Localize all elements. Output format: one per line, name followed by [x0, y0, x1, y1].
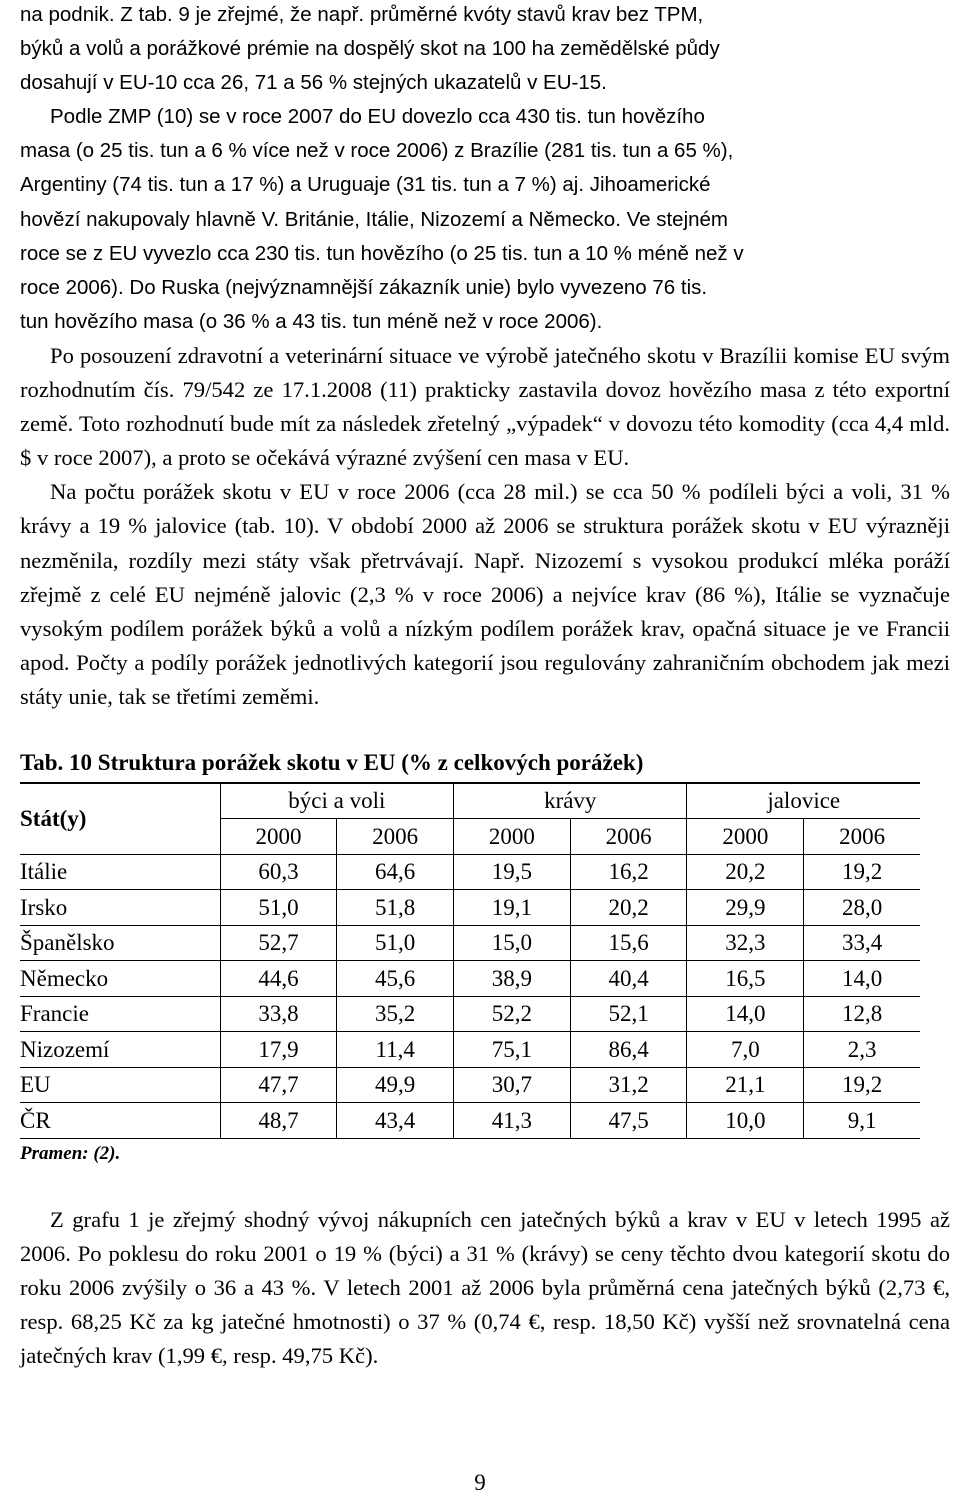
year-header: 2000 [687, 819, 804, 855]
value-cell: 19,1 [454, 890, 571, 926]
country-cell: Španělsko [20, 925, 220, 961]
value-cell: 52,1 [570, 996, 687, 1032]
year-header: 2006 [570, 819, 687, 855]
text-line: Argentiny (74 tis. tun a 17 %) a Uruguaje (31 tis. tun a 7 %) aj. Jihoamerické [20, 173, 711, 197]
value-cell: 43,4 [337, 1103, 454, 1139]
year-header: 2000 [454, 819, 571, 855]
value-cell: 60,3 [220, 854, 337, 890]
group-header: býci a voli [220, 783, 453, 819]
value-cell: 31,2 [570, 1067, 687, 1103]
table-source: Pramen: (2). [20, 1142, 121, 1164]
value-cell: 40,4 [570, 961, 687, 997]
text-line: hovězí nakupovaly hlavně V. Británie, Itálie, Nizozemí a Německo. Ve stejném [20, 207, 729, 231]
page-number: 9 [474, 1470, 486, 1495]
value-cell: 20,2 [687, 854, 804, 890]
paragraph-slaughter: Na počtu porážek skotu v EU v roce 2006 (cca 28 mil.) se cca 50 % podíleli býci a voli, 31 % krávy a 19 % jalovice (tab. 10). V období 2000 až 2006 se struktura porážek skotu v EU výrazněji nezměnila, rozdíly mezi státy však přetrvávají. Např. Nizozemí s vysokou produkcí mléka poráží zřejmě z celé EU nejméně jalovic (2,3 % v roce 2006) a nejvíce krav (86 %), Itálie se vyznačuje vysokým podílem porážek býků a volů a nízkým podílem porážek krav, opačná situace je ve Francii apod. Počty a podíly porážek jednotlivých kategorií jsou regulovány zahraničním obchodem jak mezi státy unie, tak se třetími zeměmi. [20, 479, 950, 709]
value-cell: 41,3 [454, 1103, 571, 1139]
intro-text [20, 0, 950, 339]
value-cell: 17,9 [220, 1032, 337, 1068]
value-cell: 47,7 [220, 1067, 337, 1103]
text-line: roce se z EU vyvezlo cca 230 tis. tun hovězího (o 25 tis. tun a 10 % méně než v [20, 241, 744, 265]
value-cell: 33,8 [220, 996, 337, 1032]
value-cell: 16,5 [687, 961, 804, 997]
value-cell: 51,0 [337, 925, 454, 961]
value-cell: 7,0 [687, 1032, 804, 1068]
value-cell: 12,8 [804, 996, 920, 1032]
value-cell: 38,9 [454, 961, 571, 997]
text-line: býků a volů a porážkové prémie na dospělý skot na 100 ha zemědělské půdy [20, 37, 720, 61]
table-row [20, 1032, 920, 1068]
value-cell: 52,2 [454, 996, 571, 1032]
value-cell: 14,0 [687, 996, 804, 1032]
table-row [20, 1067, 920, 1103]
value-cell: 19,2 [804, 1067, 920, 1103]
country-cell: EU [20, 1067, 220, 1103]
value-cell: 19,5 [454, 854, 571, 890]
year-header: 2006 [804, 819, 920, 855]
value-cell: 19,2 [804, 854, 920, 890]
value-cell: 49,9 [337, 1067, 454, 1103]
text-line: dosahují v EU-10 cca 26, 71 a 56 % stejných ukazatelů v EU-15. [20, 71, 607, 95]
table-caption: Tab. 10 Struktura porážek skotu v EU (% z celkových porážek) [20, 749, 644, 775]
country-cell: Itálie [20, 854, 220, 890]
table-row [20, 1103, 920, 1139]
paragraph-graph: Z grafu 1 je zřejmý shodný vývoj nákupních cen jatečných býků a krav v EU v letech 1995 až 2006. Po poklesu do roku 2001 o 19 % (býci) a 31 % (krávy) se ceny těchto dvou kategorií skotu do roku 2006 zvýšily o 36 a 43 %. V letech 2001 až 2006 byla průměrná cena jatečných býků (2,73 €, resp. 68,25 Kč za kg jatečné hmotnosti) o 37 % (0,74 €, resp. 18,50 Kč) vyšší než srovnatelná cena jatečných krav (1,99 €, resp. 49,75 Kč). [20, 1206, 950, 1369]
value-cell: 11,4 [337, 1032, 454, 1068]
country-cell: Nizozemí [20, 1032, 220, 1068]
value-cell: 16,2 [570, 854, 687, 890]
value-cell: 20,2 [570, 890, 687, 926]
value-cell: 9,1 [804, 1103, 920, 1139]
country-cell: Německo [20, 961, 220, 997]
group-header: krávy [454, 783, 687, 819]
value-cell: 15,0 [454, 925, 571, 961]
text-line: na podnik. Z tab. 9 je zřejmé, že např. průměrné kvóty stavů krav bez TPM, [20, 3, 704, 26]
value-cell: 28,0 [804, 890, 920, 926]
group-header: jalovice [687, 783, 920, 819]
value-cell: 52,7 [220, 925, 337, 961]
value-cell: 45,6 [337, 961, 454, 997]
value-cell: 21,1 [687, 1067, 804, 1103]
paragraph-brazil: Po posouzení zdravotní a veterinární situace ve výrobě jatečného skotu v Brazílii komise EU svým rozhodnutím čís. 79/542 ze 17.1.2008 (11) prakticky zastavila dovoz hovězího masa z této exportní země. Toto rozhodnutí bude mít za následek zřetelný „výpadek“ v dovozu této komodity (cca 4,4 mld. $ v roce 2007), a proto se očekává výrazné zvýšení cen masa v EU. [20, 342, 950, 471]
country-cell: Irsko [20, 890, 220, 926]
text-line: masa (o 25 tis. tun a 6 % více než v roce 2006) z Brazílie (281 tis. tun a 65 %), [20, 139, 734, 163]
table-row [20, 854, 920, 890]
value-cell: 51,8 [337, 890, 454, 926]
country-cell: Francie [20, 996, 220, 1032]
document-page [20, 0, 950, 1373]
table-row [20, 890, 920, 926]
table-row [20, 925, 920, 961]
slaughter-structure-table [20, 782, 920, 1139]
value-cell: 32,3 [687, 925, 804, 961]
year-header: 2000 [220, 819, 337, 855]
country-header: Stát(y) [20, 783, 220, 855]
value-cell: 15,6 [570, 925, 687, 961]
value-cell: 86,4 [570, 1032, 687, 1068]
value-cell: 33,4 [804, 925, 920, 961]
text-line: roce 2006). Do Ruska (nejvýznamnější zákazník unie) bylo vyvezeno 76 tis. [20, 275, 708, 299]
value-cell: 30,7 [454, 1067, 571, 1103]
text-line: tun hovězího masa (o 36 % a 43 tis. tun méně než v roce 2006). [20, 309, 603, 333]
value-cell: 75,1 [454, 1032, 571, 1068]
value-cell: 44,6 [220, 961, 337, 997]
value-cell: 48,7 [220, 1103, 337, 1139]
value-cell: 14,0 [804, 961, 920, 997]
text-line: Podle ZMP (10) se v roce 2007 do EU dovezlo cca 430 tis. tun hovězího [50, 105, 705, 129]
value-cell: 29,9 [687, 890, 804, 926]
value-cell: 47,5 [570, 1103, 687, 1139]
value-cell: 64,6 [337, 854, 454, 890]
table-row [20, 996, 920, 1032]
year-header: 2006 [337, 819, 454, 855]
value-cell: 51,0 [220, 890, 337, 926]
table-row [20, 961, 920, 997]
value-cell: 2,3 [804, 1032, 920, 1068]
value-cell: 10,0 [687, 1103, 804, 1139]
country-cell: ČR [20, 1103, 220, 1139]
value-cell: 35,2 [337, 996, 454, 1032]
